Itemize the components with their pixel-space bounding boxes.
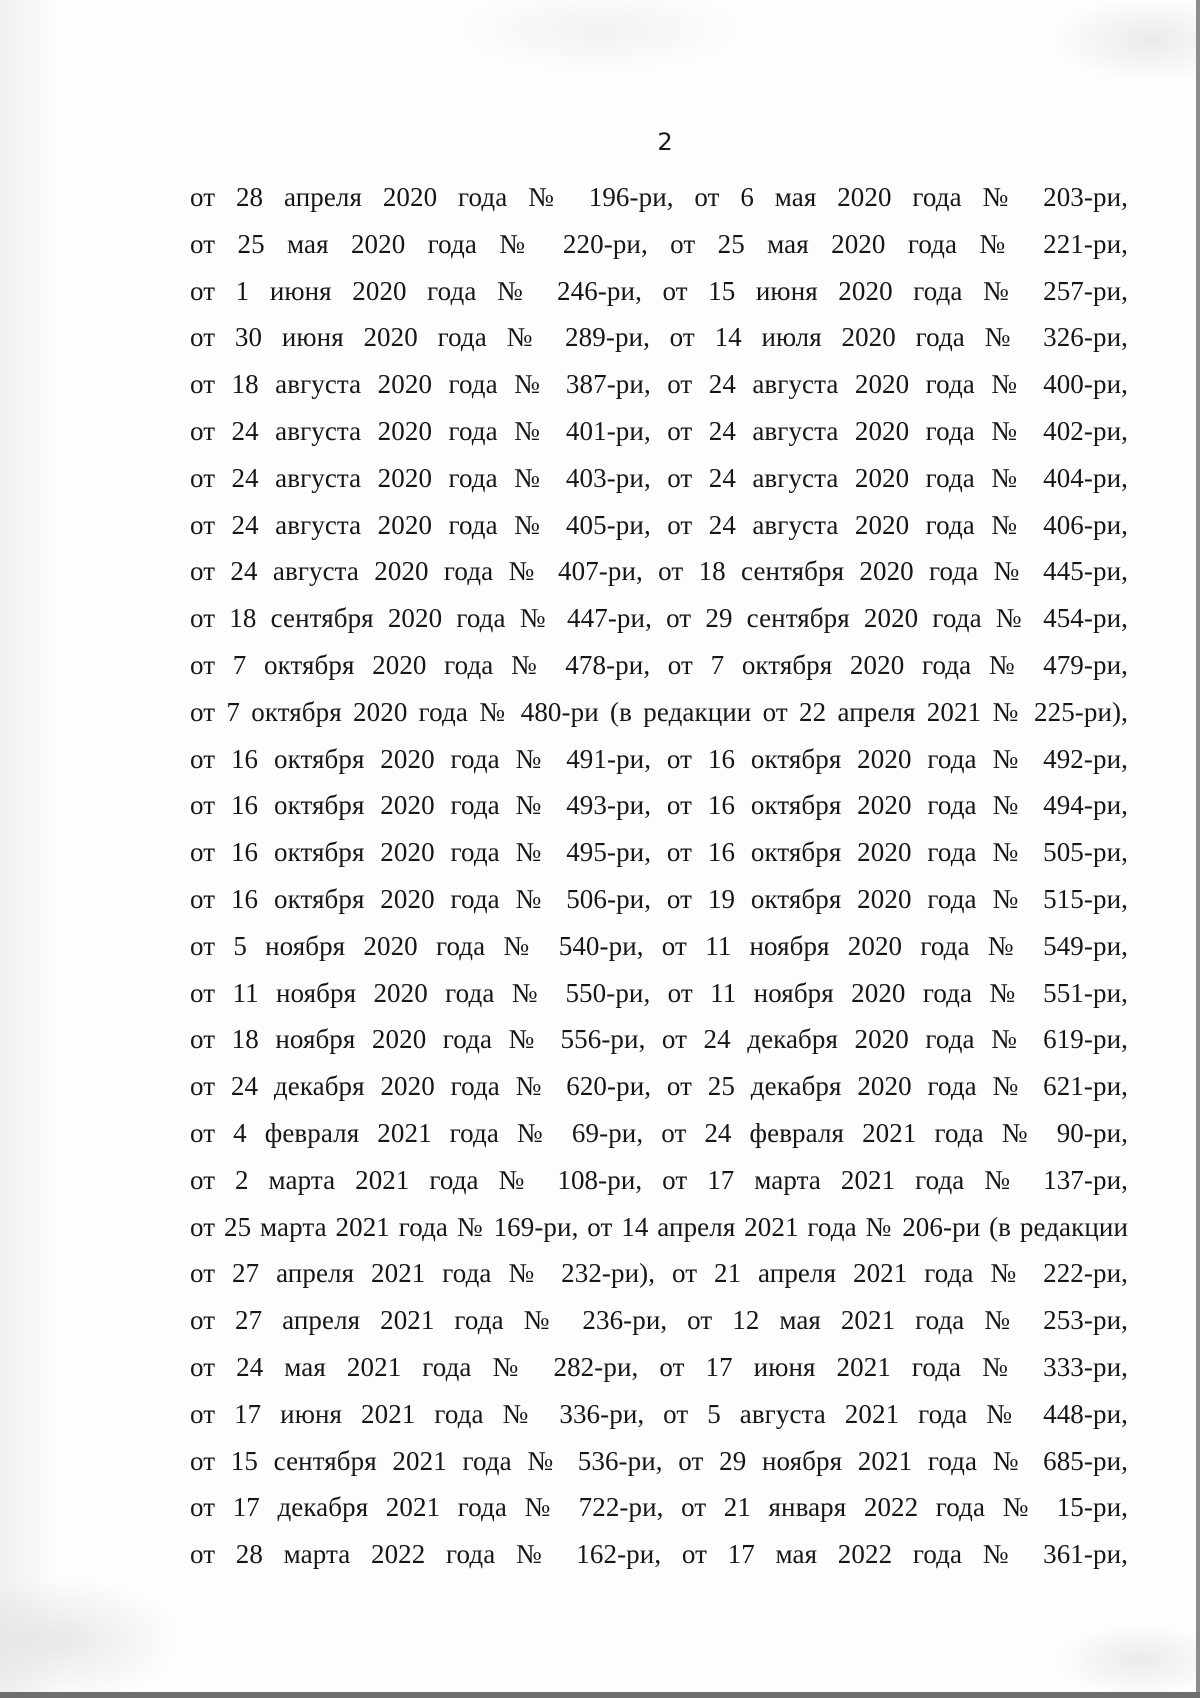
text-line: от 24 августа 2020 года № 407-ри, от 18 сентября 2020 года № 445-ри,	[190, 556, 1128, 587]
text-line: от 11 ноября 2020 года № 550-ри, от 11 ноября 2020 года № 551-ри,	[190, 977, 1128, 1008]
text-line: от 18 августа 2020 года № 387-ри, от 24 августа 2020 года № 400-ри,	[190, 369, 1128, 400]
text-line: от 25 мая 2020 года № 220-ри, от 25 мая 2020 года № 221-ри,	[190, 228, 1128, 259]
text-line: от 4 февраля 2021 года № 69-ри, от 24 февраля 2021 года № 90-ри,	[190, 1117, 1128, 1148]
text-line: от 16 октября 2020 года № 493-ри, от 16 октября 2020 года № 494-ри,	[190, 790, 1128, 821]
text-line: от 15 сентября 2021 года № 536-ри, от 29 ноября 2021 года № 685-ри,	[190, 1445, 1128, 1476]
text-line: от 18 сентября 2020 года № 447-ри, от 29 сентября 2020 года № 454-ри,	[190, 603, 1128, 634]
text-line: от 1 июня 2020 года № 246-ри, от 15 июня 2020 года № 257-ри,	[190, 275, 1128, 306]
document-body	[190, 182, 1128, 1586]
text-line: от 7 октября 2020 года № 480-ри (в редакции от 22 апреля 2021 № 225-ри),	[190, 696, 1128, 727]
text-line: от 17 июня 2021 года № 336-ри, от 5 августа 2021 года № 448-ри,	[190, 1398, 1128, 1429]
text-line: от 5 ноября 2020 года № 540-ри, от 11 ноября 2020 года № 549-ри,	[190, 930, 1128, 961]
scan-edge-right	[1196, 0, 1200, 1698]
text-line: от 24 декабря 2020 года № 620-ри, от 25 декабря 2020 года № 621-ри,	[190, 1071, 1128, 1102]
page-number: 2	[657, 128, 673, 156]
scan-edge-bottom	[0, 1692, 1200, 1698]
text-line: от 30 июня 2020 года № 289-ри, от 14 июля 2020 года № 326-ри,	[190, 322, 1128, 353]
text-line: от 24 августа 2020 года № 403-ри, от 24 августа 2020 года № 404-ри,	[190, 462, 1128, 493]
text-line: от 16 октября 2020 года № 495-ри, от 16 октября 2020 года № 505-ри,	[190, 837, 1128, 868]
text-line: от 7 октября 2020 года № 478-ри, от 7 октября 2020 года № 479-ри,	[190, 649, 1128, 680]
text-line: от 2 марта 2021 года № 108-ри, от 17 марта 2021 года № 137-ри,	[190, 1164, 1128, 1195]
text-line: от 27 апреля 2021 года № 232-ри), от 21 апреля 2021 года № 222-ри,	[190, 1258, 1128, 1289]
text-line: от 28 апреля 2020 года № 196-ри, от 6 мая 2020 года № 203-ри,	[190, 182, 1128, 212]
text-line: от 27 апреля 2021 года № 236-ри, от 12 мая 2021 года № 253-ри,	[190, 1305, 1128, 1336]
text-line: от 25 марта 2021 года № 169-ри, от 14 апреля 2021 года № 206-ри (в редакции	[190, 1211, 1128, 1242]
text-line: от 17 декабря 2021 года № 722-ри, от 21 января 2022 года № 15-ри,	[190, 1492, 1128, 1523]
text-line: от 24 мая 2021 года № 282-ри, от 17 июня 2021 года № 333-ри,	[190, 1351, 1128, 1382]
text-line: от 24 августа 2020 года № 405-ри, от 24 августа 2020 года № 406-ри,	[190, 509, 1128, 540]
text-line: от 16 октября 2020 года № 491-ри, от 16 октября 2020 года № 492-ри,	[190, 743, 1128, 774]
text-line: от 18 ноября 2020 года № 556-ри, от 24 декабря 2020 года № 619-ри,	[190, 1024, 1128, 1055]
text-line: от 24 августа 2020 года № 401-ри, от 24 августа 2020 года № 402-ри,	[190, 415, 1128, 446]
text-line: от 16 октября 2020 года № 506-ри, от 19 октября 2020 года № 515-ри,	[190, 883, 1128, 914]
text-line: от 28 марта 2022 года № 162-ри, от 17 мая 2022 года № 361-ри,	[190, 1539, 1128, 1570]
